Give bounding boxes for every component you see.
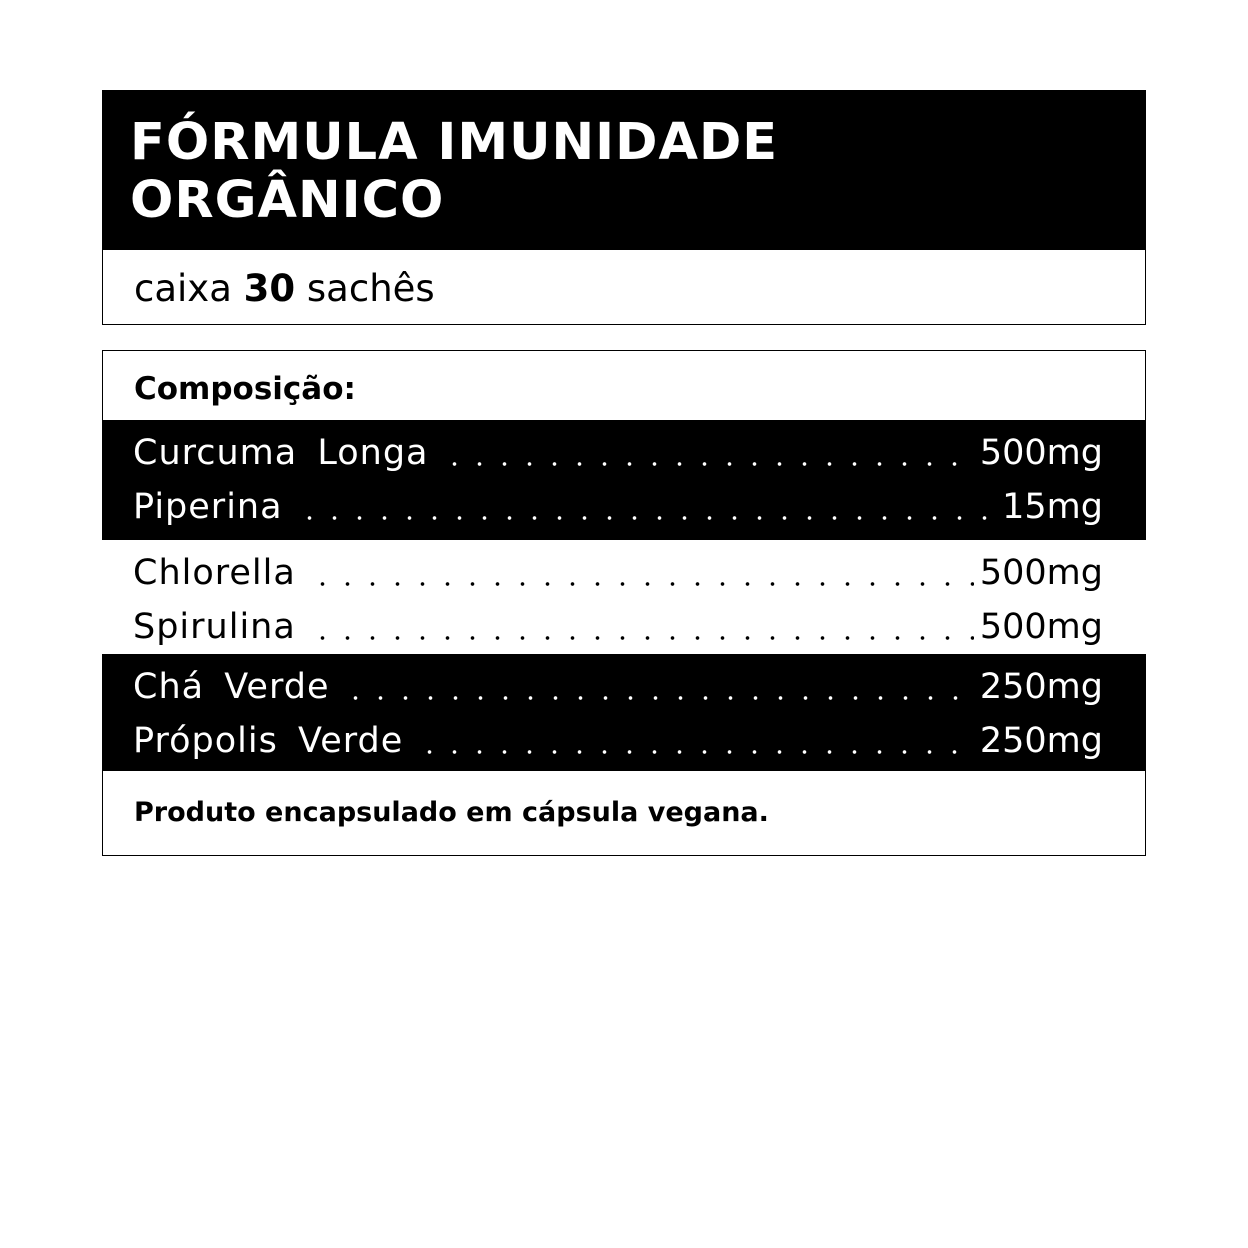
dot-leader: [442, 462, 973, 466]
product-title-panel: [102, 90, 1146, 325]
ingredient-name: Piperina: [133, 487, 283, 527]
ingredient-row: [133, 716, 1103, 766]
package-description: [134, 261, 435, 317]
ingredient-amount: 500mg: [979, 607, 1103, 647]
ingredient-name: Chlorella: [133, 553, 296, 593]
ingredient-name: Chá Verde: [133, 667, 330, 707]
ingredient-name: Própolis Verde: [133, 721, 404, 761]
composition-panel: [102, 350, 1146, 856]
package-unit: sachês: [306, 267, 435, 310]
product-title-line-2: ORGÂNICO: [130, 171, 445, 230]
dot-leader: [417, 750, 974, 754]
ingredient-group-3: [102, 654, 1146, 771]
ingredient-group-2: [102, 540, 1146, 654]
title-banner: [103, 91, 1145, 250]
product-title-line-1: FÓRMULA IMUNIDADE: [130, 113, 779, 172]
ingredient-amount: 250mg: [979, 667, 1103, 707]
ingredient-amount: 500mg: [979, 553, 1103, 593]
capsule-footnote: Produto encapsulado em cápsula vegana.: [134, 797, 769, 828]
ingredient-row: [133, 602, 1103, 652]
ingredient-row: [133, 662, 1103, 712]
ingredient-name: Spirulina: [133, 607, 296, 647]
package-count: 30: [243, 267, 296, 310]
ingredient-amount: 250mg: [979, 721, 1103, 761]
dot-leader: [310, 636, 974, 640]
composition-heading: Composição:: [134, 371, 356, 407]
ingredient-name: Curcuma Longa: [133, 433, 429, 473]
ingredient-row: [133, 548, 1103, 598]
ingredient-row: [133, 482, 1103, 532]
package-prefix: caixa: [134, 267, 232, 310]
ingredient-amount: 15mg: [1002, 487, 1103, 527]
ingredient-amount: 500mg: [979, 433, 1103, 473]
dot-leader: [297, 516, 997, 520]
ingredient-row: [133, 428, 1103, 478]
dot-leader: [310, 582, 974, 586]
dot-leader: [343, 696, 973, 700]
ingredient-group-1: [102, 420, 1146, 540]
